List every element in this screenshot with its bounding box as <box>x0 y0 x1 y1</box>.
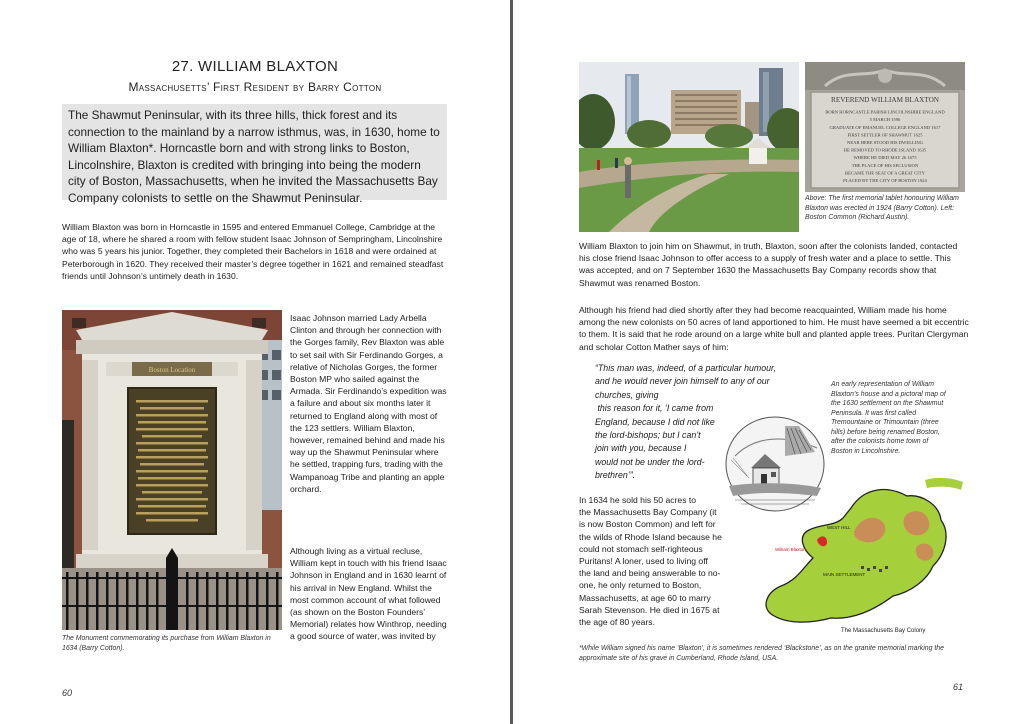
page-number-left: 60 <box>62 688 73 698</box>
quote-line: churches, giving <box>595 389 659 400</box>
tablet-inscription-line: WHERE HE DIED MAY 26 1675 <box>853 155 917 161</box>
map-label-colony: The Massachusetts Bay Colony <box>841 628 926 634</box>
body-paragraph-2: Isaac Johnson married Lady Arbella Clinton and through her connection with the Gorges family, Rev Blaxton was able to set sail with Sir Ferdinando Gorges, a relative of Nicholas Gorges, the former Boston MP who sailed against the Armada. Sir Ferdinando’s expedition was a failure and about six months later it returned to England along with most of the 123 settlers. William Blaxton, however, remained behind and made his way up the Shawmut Peninsular where he settled, trapping furs, trading with the Wampanoag Tribe and planting an apple orchard. <box>290 313 447 494</box>
body-paragraph-3: Although living as a virtual recluse, William kept in touch with his friend Isaac Johnson in England and in 1630 learnt of his arrival in New England. Whilst the most common account of what followed (as shown on the Boston Founders’ Memorial) relates how Winthrop, needing a good source of water, was invited by <box>290 546 447 642</box>
boston-common-photo <box>579 62 799 232</box>
tablet-inscription-line: THE PLACE OF HIS SECLUSION <box>851 162 919 168</box>
map-label-main-settlement: MAIN SETTLEMENT <box>823 572 866 577</box>
tablet-inscription-line: HE REMOVED TO RHODE ISLAND 1635 <box>843 147 927 153</box>
left-page <box>0 0 510 724</box>
quote-line: would not be under the lord- <box>595 456 705 467</box>
quote-line: this reason for it, ‘I came from <box>595 403 714 414</box>
footnote: *While William signed his name ‘Blaxton’, it is sometimes rendered ‘Blackstone’, as on the granite memorial marking the approximate site of his grave in Cumberland, Rhode Island, USA. <box>579 645 944 662</box>
tablet-inscription-line: NEAR HERE STOOD HIS DWELLING <box>847 140 923 145</box>
quote-line: England, because I did not like <box>595 416 715 427</box>
quote-line: and he would never join himself to any of our <box>595 376 770 387</box>
quote-line: “This man was, indeed, of a particular humour, <box>595 363 776 373</box>
memorial-tablet-photo <box>805 62 965 192</box>
map-label-west-hill: WEST HILL <box>827 525 851 530</box>
right-paragraph-3: In 1634 he sold his 50 acres to the Massachusetts Bay Company (it is now Boston Common) and left for the wilds of Rhode Island because he could not stomach self-righteous Puritans! A loner, used to living off the land and being answerable to no- one, he only returned to Boston, Massachusetts, at age 60 to marry Sarah Stevenson. He died in 1675 at the age of 80 years. <box>579 495 722 628</box>
monument-plaque-title: Boston Location <box>148 366 196 374</box>
tablet-inscription-line: GRADUATE OF EMANUEL COLLEGE ENGLAND 1617 <box>829 124 941 130</box>
body-paragraph-1: William Blaxton was born in Horncastle in 1595 and entered Emmanuel College, Cambridge at the age of 18, where he shared a room with fellow student Isaac Johnson of Sempringham, Lincolnshire who was 5 years his junior. Together, they completed their Bachelors in 1618 and were ordained at Peterborough in 1620. They received their master’s degree together in 1621 and remained steadfast friends until Johnson’s untimely death in 1630. <box>62 222 444 281</box>
article-title: 27. WILLIAM BLAXTON <box>171 58 339 75</box>
tablet-inscription-line: PLACED BY THE CITY OF BOSTON 1924 <box>843 178 927 183</box>
tablet-inscription-line: BORN HORNCASTLE PARISH LINCOLNSHIRE ENGLAND <box>825 109 945 115</box>
right-paragraph-2: Although his friend had died shortly after they had become reacquainted, William made his home among the new colonists on 50 acres of land apportioned to him. He must have seemed a bit eccentric to them. It is said that he rode around on a large white bull and planted apple trees. Puritan Clergyman and scholar Cotton Mather says of him: <box>579 305 969 352</box>
intro-box: The Shawmut Peninsular, with its three hills, thick forest and its connection to the mainland by a narrow isthmus, was, in 1630, home to William Blaxton*. Horncastle born and with strong links to Boston, Lincolnshire, Blaxton is credited with bringing into being the modern city of Boston, Massachusetts, when he invited the Massachusetts Bay Company colonists to settle on the Shawmut Peninsular. <box>62 104 447 200</box>
map-caption: An early representation of William Blaxton’s house and a pictoral map of the 1630 settlement on the Shawmut Peninsula. It was first called Tremountaine or Trimountain (three hills) before being renamed Boston, after the colonists home town of Boston in Lincolnshire. <box>831 381 946 455</box>
tablet-inscription-line: 5 MARCH 1596 <box>869 117 901 123</box>
right-page <box>513 0 1024 724</box>
tablet-inscription-line: REVEREND WILLIAM BLAXTON <box>831 96 939 104</box>
article-subtitle: Massachusetts’ First Resident by Barry Cotton <box>128 80 382 94</box>
tablet-inscription-line: FIRST SETTLER OF SHAWMUT 1625 <box>847 132 923 138</box>
map-label-william-blaxton: William Blaxton <box>775 547 806 552</box>
quote-line: the lord-bishops; but I can’t <box>595 430 701 441</box>
quote-line: brethren’”. <box>595 470 636 481</box>
quote-line: join with you, because I <box>595 443 687 454</box>
shawmut-peninsula-map <box>757 474 969 638</box>
monument-caption: The Monument commemorating its purchase from William Blaxton in 1634 (Barry Cotton). <box>62 635 271 652</box>
tablet-inscription-line: BECAME THE SEAT OF A GREAT CITY <box>845 170 925 176</box>
right-paragraph-1: William Blaxton to join him on Shawmut, in truth, Blaxton, soon after the colonists landed, contacted his close friend Isaac Johnson to offer access to a supply of fresh water and a place to settle. This was accepted, and on 7 September 1630 the Massachusetts Bay Company records show that Shawmut was renamed Boston. <box>579 241 958 288</box>
photo-caption: Above: The first memorial tablet honouring William Blaxton was erected in 1924 (Barry Cotton). Left: Boston Common (Richard Austin). <box>805 195 959 221</box>
monument-photo <box>62 310 282 630</box>
page-number-right: 61 <box>953 682 964 692</box>
